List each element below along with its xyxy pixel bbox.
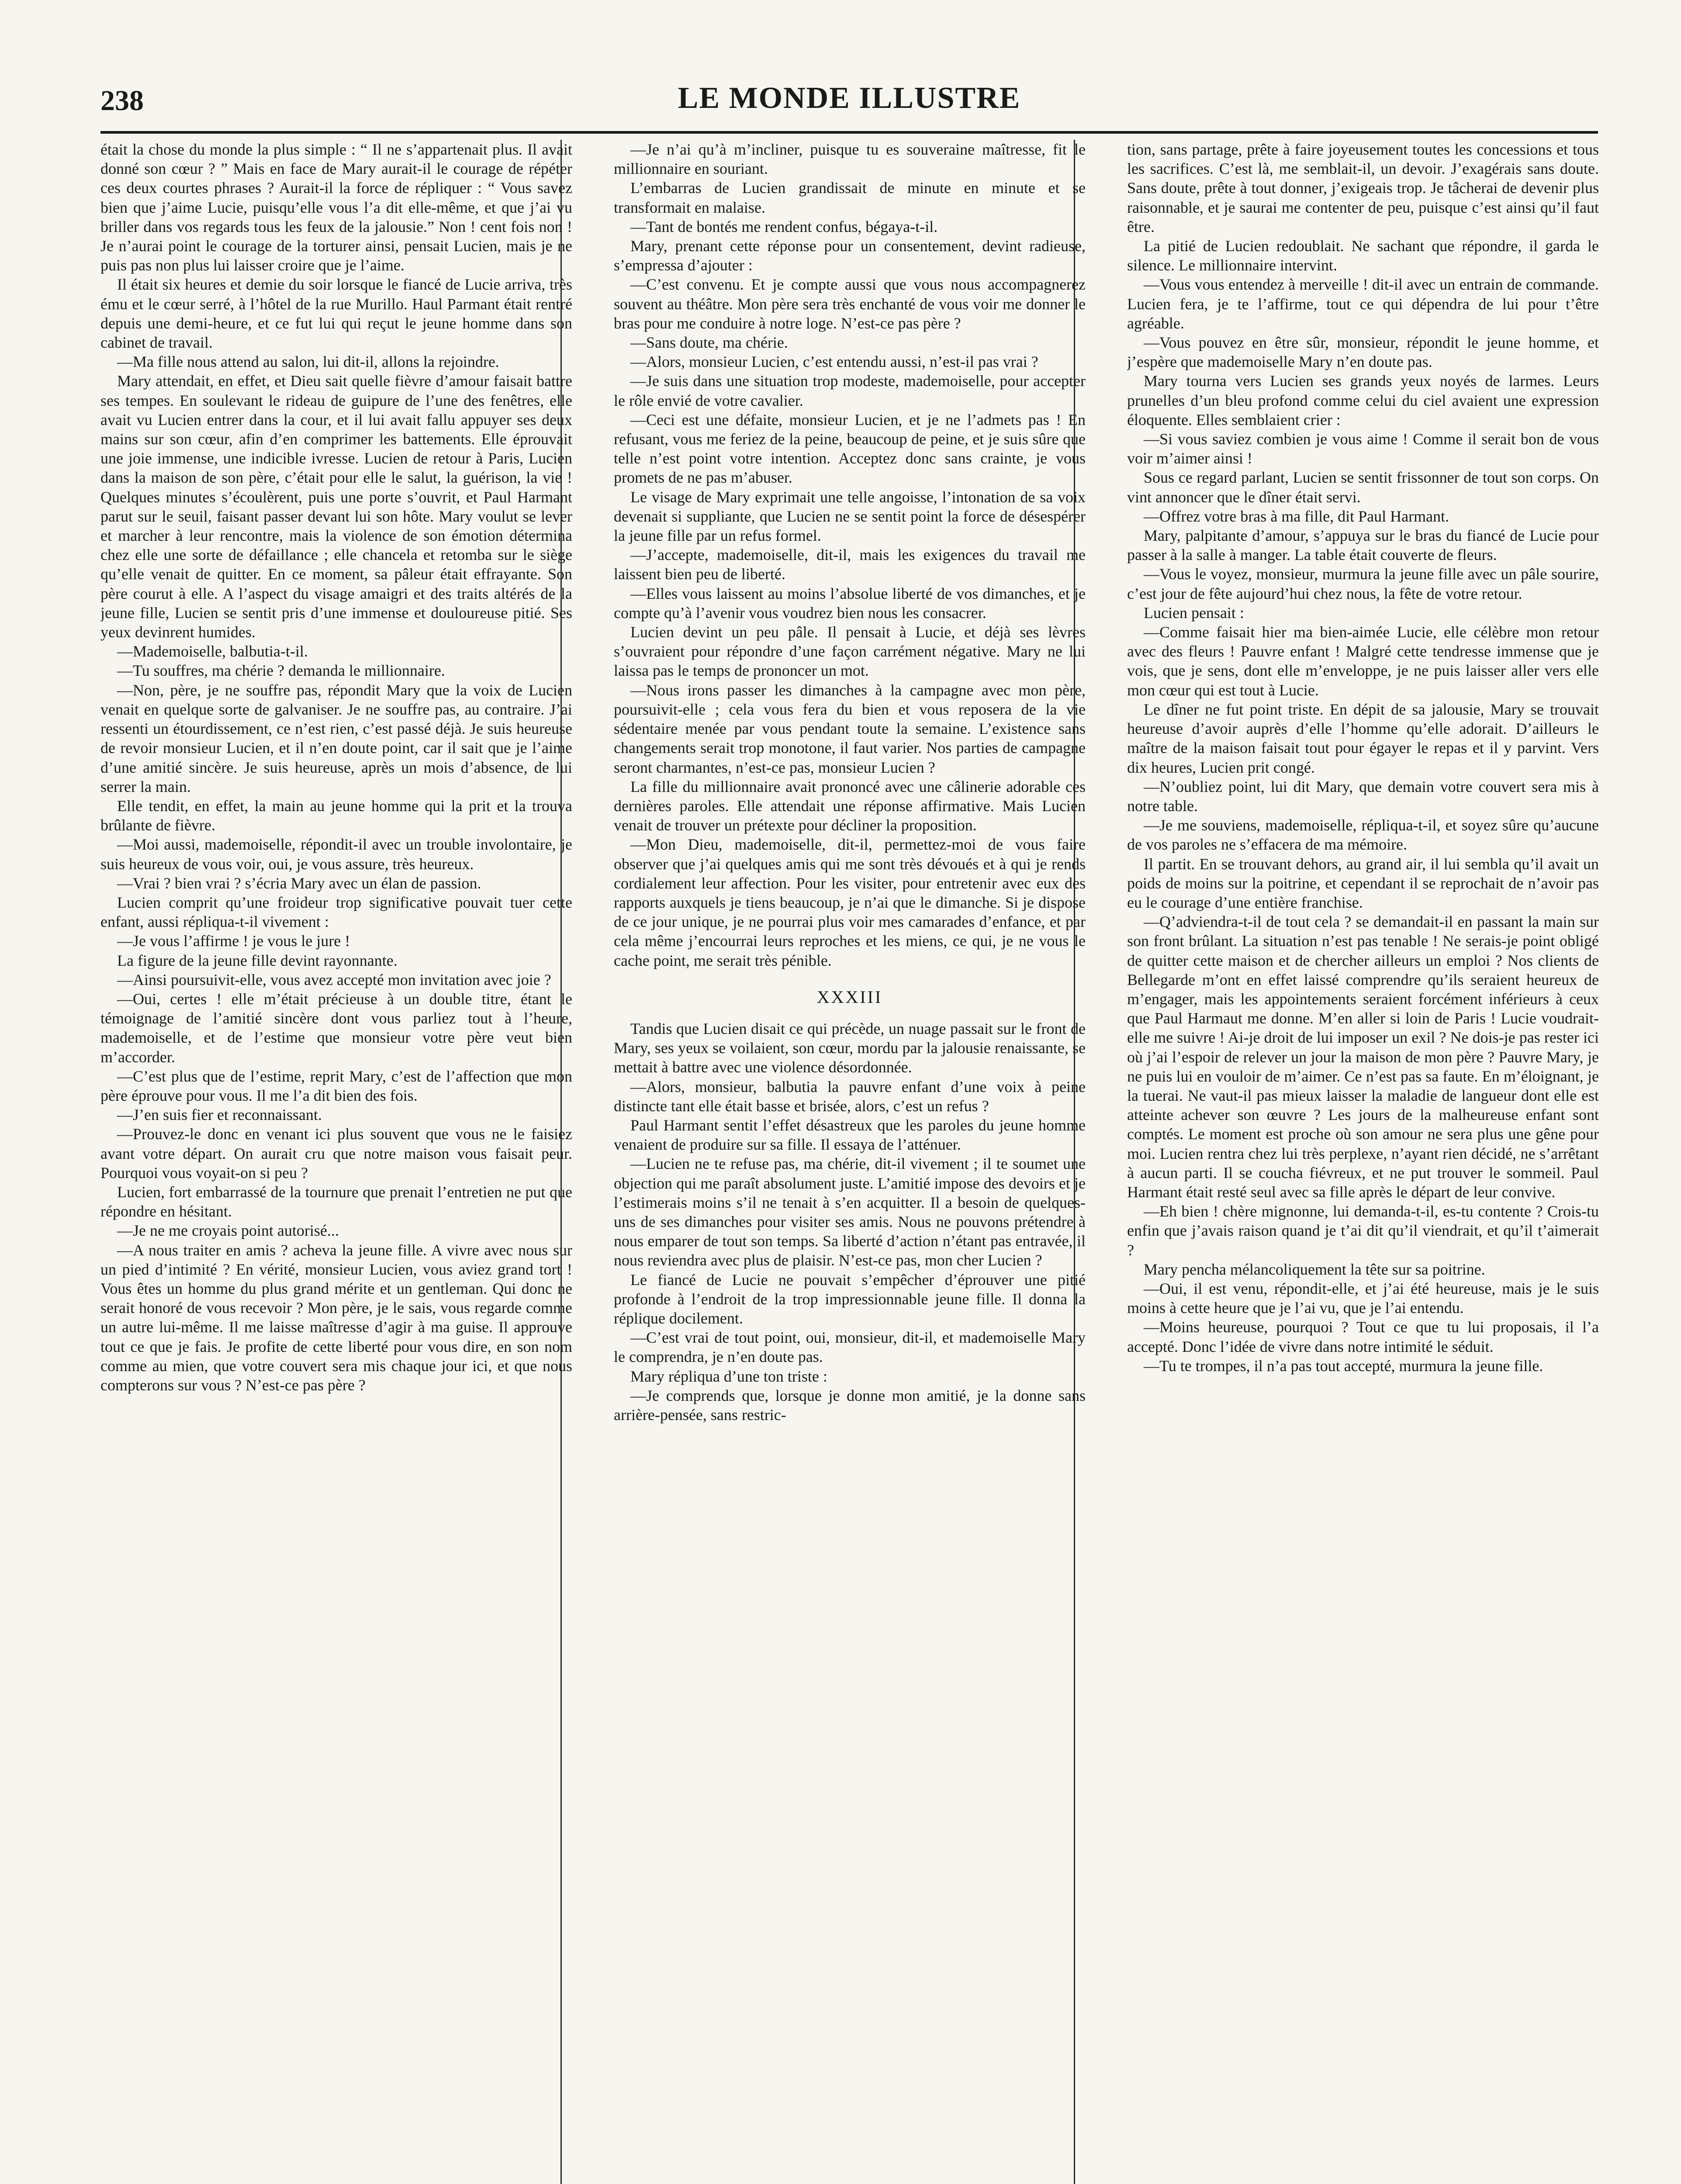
paragraph: —Oui, il est venu, répondit-elle, et j’ai été heureuse, mais je le suis moins à cette heure que je l’ai vu, que je l’ai entendu. <box>1127 1279 1599 1317</box>
paragraph: —Je me souviens, mademoiselle, répliqua-t-il, et soyez sûre qu’aucune de vos paroles ne s’effacera de ma mémoire. <box>1127 816 1599 854</box>
paragraph: —J’accepte, mademoiselle, dit-il, mais les exigences du travail me laissent bien peu de liberté. <box>614 546 1086 583</box>
paragraph: Paul Harmant sentit l’effet désastreux que les paroles du jeune homme venaient de produire sur sa fille. Il essaya de l’atténuer. <box>614 1116 1086 1154</box>
paragraph: —Je n’ai qu’à m’incliner, puisque tu es souveraine maîtresse, fit le millionnaire en souriant. <box>614 141 1086 178</box>
paragraph: —C’est convenu. Et je compte aussi que vous nous accompagnerez souvent au théâtre. Mon père sera très enchanté de vous voir me donner le bras pour me conduire à notre loge. N’est-ce pas père ? <box>614 276 1086 332</box>
paragraph: —Vrai ? bien vrai ? s’écria Mary avec un élan de passion. <box>117 874 481 892</box>
paragraph: était la chose du monde la plus simple : “ Il ne s’appartenait plus. Il avait donné son cœur ? ” Mais en face de Mary aurait-il le courage de répéter ces deux courtes phrases ? Aurait-il la force de répliquer : “ Vous savez bien que j’aime Lucie, puisqu’elle vous l’a dit elle-même, et que j’ai vu briller dans vos regards tous les feux de la jalousie.” Non ! cent fois non ! Je n’aurai point le courage de la torturer ainsi, pensait Lucien, mais je ne puis pas non plus lui laisser croire que je l’aime. <box>100 141 572 274</box>
paragraph: —Alors, monsieur, balbutia la pauvre enfant d’une voix à peine distincte tant elle était basse et brisée, alors, c’est un refus ? <box>614 1078 1086 1115</box>
paragraph: —Oui, certes ! elle m’était précieuse à un double titre, étant le témoignage de l’amitié sincère dont vous parliez tout à l’heure, mademoiselle, et de l’estime que monsieur votre père veut bien m’accorder. <box>100 990 572 1066</box>
paragraph: tion, sans partage, prête à faire joyeusement toutes les concessions et tous les sacrifices. C’est là, me semblait-il, un devoir. J’exagérais sans doute. Sans doute, prête à tout donner, j’exigeais trop. Je tâcherai de devenir plus raisonnable, et je saurai me contenter de peu, puisque c’est ainsi qu’il faut être. <box>1127 141 1599 235</box>
paragraph: —N’oubliez point, lui dit Mary, que demain votre couvert sera mis à notre table. <box>1127 778 1599 815</box>
paragraph: —Moi aussi, mademoiselle, répondit-il avec un trouble involontaire, je suis heureux de vous voir, oui, je vous assure, très heureux. <box>100 836 572 873</box>
text-columns <box>100 140 1598 2184</box>
paragraph: L’embarras de Lucien grandissait de minute en minute et se transformait en malaise. <box>614 179 1086 216</box>
paragraph: Lucien pensait : <box>1144 604 1244 622</box>
paragraph: —Mademoiselle, balbutia-t-il. <box>117 643 308 660</box>
paragraph: Le fiancé de Lucie ne pouvait s’empêcher d’éprouver une pitié profonde à l’endroit de la trop impressionnable jeune fille. Il donna la réplique docilement. <box>614 1271 1086 1327</box>
paragraph: —Je vous l’affirme ! je vous le jure ! <box>117 932 350 950</box>
paragraph: —Comme faisait hier ma bien-aimée Lucie, elle célèbre mon retour avec des fleurs ! Pauvre enfant ! Malgré cette tendresse immense que je vois, que je sens, dont elle m’enveloppe, je ne puis laisser aller vers elle mon cœur qui est tout à Lucie. <box>1127 623 1599 699</box>
paragraph: —Moins heureuse, pourquoi ? Tout ce que tu lui proposais, il l’a accepté. Donc l’idée de vivre dans notre intimité le séduit. <box>1127 1318 1599 1355</box>
paragraph: Le dîner ne fut point triste. En dépit de sa jalousie, Mary se trouvait heureuse d’avoir auprès d’elle l’homme qu’elle adorait. D’ailleurs le maître de la maison faisait tout pour égayer le repas et il y parvint. Vers dix heures, Lucien prit congé. <box>1127 700 1599 776</box>
paragraph: —Mon Dieu, mademoiselle, dit-il, permettez-moi de vous faire observer que j’ai quelques amis qui me sont très dévoués et à qui je rends cordialement leur affection. Pour les visiter, pour entretenir avec eux des rapports auxquels je tiens beaucoup, je n’ai que le dimanche. Si je dispose de ce jour unique, je ne pourrai plus voir mes camarades d’enfance, et par cela même j’encourrai leurs reproches et les miens, ce qui, je ne vous le cache point, me serait très pénible. <box>614 836 1086 969</box>
header-rule <box>100 131 1598 134</box>
paragraph: —Q’adviendra-t-il de tout cela ? se demandait-il en passant la main sur son front brûlant. La situation n’est pas tenable ! Ne serais-je point obligé de quitter cette maison et de chercher ailleurs un emploi ? Nos clients de Bellegarde m’ont en effet laissé comprendre qu’ils seraient heureux de m’engager, mais les appointements seraient forcément inférieurs à ceux que Paul Harmaut me donne. M’en aller si loin de Paris ! Lucie voudrait-elle me suivre ! Ai-je droit de lui imposer un exil ? Ne dois-je pas rester ici où j’ai l’espoir de relever un jour la maison de mon père ? Pauvre Mary, je ne puis lui en vouloir de m’aimer. Ce n’est pas sa faute. En m’éloignant, je la tuerai. Ne vaut-il pas mieux laisser la maladie de langueur dont elle est atteinte achever son œuvre ? Les jours de la malheureuse enfant sont comptés. Le moment est proche où son amour ne sera plus une gêne pour moi. Lucien rentra chez lui très perplexe, n’ayant rien décidé, ne s’arrêtant à aucun parti. Il se coucha fiévreux, et ne put trouver le sommeil. Paul Harmant était resté seul avec sa fille après le départ de leur convive. <box>1127 913 1599 1201</box>
paragraph: Mary tourna vers Lucien ses grands yeux noyés de larmes. Leurs prunelles d’un bleu profond comme celui du ciel avaient une expression éloquente. Elles semblaient crier : <box>1127 372 1599 429</box>
column-2 <box>614 140 1086 2184</box>
paragraph: —Prouvez-le donc en venant ici plus souvent que vous ne le faisiez avant votre départ. On aurait cru que notre maison vous faisait peur. Pourquoi vous voyait-on si peu ? <box>100 1125 572 1182</box>
paragraph: Il était six heures et demie du soir lorsque le fiancé de Lucie arriva, très ému et le cœur serré, à l’hôtel de la rue Murillo. Haul Parmant était rentré depuis une demi-heure, et ce fut lui qui reçut le jeune homme dans son cabinet de travail. <box>100 276 572 352</box>
paragraph: Le visage de Mary exprimait une telle angoisse, l’intonation de sa voix devenait si suppliante, que Lucien ne se sentit point la force de désespérer la jeune fille par un refus formel. <box>614 488 1086 545</box>
paragraph: —Eh bien ! chère mignonne, lui demanda-t-il, es-tu contente ? Crois-tu enfin que j’avais raison quand je t’ai dit qu’il viendrait, et qu’il t’aimerait ? <box>1127 1203 1599 1259</box>
paragraph: —Si vous saviez combien je vous aime ! Comme il serait bon de vous voir m’aimer ainsi ! <box>1127 430 1599 467</box>
paragraph: —Ainsi poursuivit-elle, vous avez accepté mon invitation avec joie ? <box>117 971 551 988</box>
paragraph: —Ceci est une défaite, monsieur Lucien, et je ne l’admets pas ! En refusant, vous me feriez de la peine, beaucoup de peine, et je suis sûre que telle n’est point votre intention. Acceptez donc sans crainte, je vous promets de ne pas m’abuser. <box>614 411 1086 487</box>
paragraph: —Offrez votre bras à ma fille, dit Paul Harmant. <box>1144 507 1449 525</box>
paragraph: Tandis que Lucien disait ce qui précède, un nuage passait sur le front de Mary, ses yeux se voilaient, son cœur, mordu par la jalousie renaissante, se mettait à battre avec une violence désordonnée. <box>614 1019 1086 1076</box>
paragraph: Lucien devint un peu pâle. Il pensait à Lucie, et déjà ses lèvres s’ouvraient pour répondre d’une façon carrément négative. Mary ne lui laissa pas le temps de prononcer un mot. <box>614 623 1086 680</box>
paragraph: Lucien, fort embarrassé de la tournure que prenait l’entretien ne put que répondre en hésitant. <box>100 1183 572 1220</box>
paragraph: —Non, père, je ne souffre pas, répondit Mary que la voix de Lucien venait en quelque sorte de galvaniser. Je ne souffre pas, au contraire. J’ai ressenti un étourdissement, ce n’est rien, c’est passé déjà. Je suis heureuse de revoir monsieur Lucien, et il n’en doute point, car il sait que je l’aime d’une amitié sincère. Je suis heureuse, après un mois d’absence, de lui serrer la main. <box>100 681 572 795</box>
paragraph: —A nous traiter en amis ? acheva la jeune fille. A vivre avec nous sur un pied d’intimité ? En vérité, monsieur Lucien, vous aviez grand tort ! Vous êtes un homme du plus grand mérite et un gentleman. Qui donc ne serait honoré de vous recevoir ? Mon père, je le sais, vous regarde comme un autre lui-même. Il me laisse maîtresse d’agir à ma guise. Il approuve tout ce que je fais. Je profite de cette liberté pour vous dire, en son nom comme au mien, que votre couvert sera mis chaque jour ici, et que nous compterons sur vous ? N’est-ce pas père ? <box>100 1241 572 1394</box>
paragraph: —C’est vrai de tout point, oui, monsieur, dit-il, et mademoiselle Mary le comprendra, je n’en doute pas. <box>614 1329 1086 1366</box>
paragraph: La figure de la jeune fille devint rayonnante. <box>117 951 398 969</box>
paragraph: Mary, prenant cette réponse pour un consentement, devint radieuse, s’empressa d’ajouter : <box>614 237 1086 274</box>
paragraph: Mary pencha mélancoliquement la tête sur sa poitrine. <box>1144 1260 1485 1278</box>
paragraph: —Alors, monsieur Lucien, c’est entendu aussi, n’est-il pas vrai ? <box>630 353 1038 371</box>
paragraph: —Je suis dans une situation trop modeste, mademoiselle, pour accepter le rôle envié de votre cavalier. <box>614 372 1086 409</box>
paragraph: —Tu souffres, ma chérie ? demanda le millionnaire. <box>117 662 445 680</box>
paragraph: Lucien comprit qu’une froideur trop significative pouvait tuer cette enfant, aussi répliqua-t-il vivement : <box>100 893 572 931</box>
paragraph: —Elles vous laissent au moins l’absolue liberté de vos dimanches, et je compte qu’à l’avenir vous voudrez bien nous les consacrer. <box>614 584 1086 622</box>
paragraph: —Je comprends que, lorsque je donne mon amitié, je la donne sans arrière-pensée, sans restric- <box>614 1386 1086 1424</box>
page-number: 238 <box>100 85 144 117</box>
paragraph: Sous ce regard parlant, Lucien se sentit frissonner de tout son corps. On vint annoncer que le dîner était servi. <box>1127 469 1599 506</box>
journal-title: LE MONDE ILLUSTRE <box>678 81 1021 115</box>
paragraph: La pitié de Lucien redoublait. Ne sachant que répondre, il garda le silence. Le millionnaire intervint. <box>1127 237 1599 274</box>
column-3 <box>1127 140 1599 2184</box>
paragraph: —Je ne me croyais point autorisé... <box>117 1222 339 1240</box>
paragraph: —Tu te trompes, il n’a pas tout accepté, murmura la jeune fille. <box>1144 1357 1543 1375</box>
paragraph: Mary attendait, en effet, et Dieu sait quelle fièvre d’amour faisait battre ses tempes. En soulevant le rideau de guipure de l’une des fenêtres, elle avait vu Lucien entrer dans la cour, et il lui avait fallu appuyer ses deux mains sur son cœur, afin d’en comprimer les battements. Elle éprouvait une joie immense, une indicible ivresse. Lucien de retour à Paris, Lucien dans la maison de son père, c’était pour elle le salut, la guérison, la vie ! Quelques minutes s’écoulèrent, puis une porte s’ouvrit, et Paul Harmant parut sur le seuil, faisant passer devant lui son hôte. Mary voulut se lever et marcher à leur rencontre, mais la violence de son émotion détermina chez elle une sorte de défaillance ; elle chancela et retomba sur le siège qu’elle venait de quitter. En ce moment, sa pâleur était effrayante. Son père courut à elle. A l’aspect du visage amaigri et des traits altérés de la jeune fille, Lucien se sentit pris d’une immense et douloureuse pitié. Ses yeux devinrent humides. <box>100 372 572 641</box>
paragraph: —Vous pouvez en être sûr, monsieur, répondit le jeune homme, et j’espère que mademoiselle Mary n’en doute pas. <box>1127 334 1599 371</box>
paragraph: —C’est plus que de l’estime, reprit Mary, c’est de l’affection que mon père éprouve pour vous. Il me l’a dit bien des fois. <box>100 1067 572 1104</box>
page-header <box>100 81 1598 129</box>
paragraph: Elle tendit, en effet, la main au jeune homme qui la prit et la trouva brûlante de fièvre. <box>100 797 572 834</box>
paragraph: —Vous vous entendez à merveille ! dit-il avec un entrain de commande. Lucien fera, je te l’affirme, tout ce qui dépendra de lui pour t’être agréable. <box>1127 276 1599 332</box>
column-1 <box>100 140 572 2184</box>
paragraph: —Ma fille nous attend au salon, lui dit-il, allons la rejoindre. <box>117 353 499 371</box>
paragraph: —Sans doute, ma chérie. <box>630 334 788 352</box>
paragraph: —J’en suis fier et reconnaissant. <box>117 1106 322 1124</box>
paragraph: —Tant de bontés me rendent confus, bégaya-t-il. <box>630 218 938 235</box>
paragraph: Il partit. En se trouvant dehors, au grand air, il lui sembla qu’il avait un poids de moins sur la poitrine, et cependant il se reprochait de n’avoir pas eu le courage d’une entière franchise. <box>1127 855 1599 911</box>
paragraph: —Vous le voyez, monsieur, murmura la jeune fille avec un pâle sourire, c’est jour de fête aujourd’hui chez nous, la fête de votre retour. <box>1127 565 1599 602</box>
paragraph: Mary, palpitante d’amour, s’appuya sur le bras du fiancé de Lucie pour passer à la salle à manger. La table était couverte de fleurs. <box>1127 527 1599 564</box>
paragraph: La fille du millionnaire avait prononcé avec une câlinerie adorable ces dernières paroles. Elle attendait une réponse affirmative. Mais Lucien venait de trouver un prétexte pour décliner la proposition. <box>614 778 1086 834</box>
paragraph: —Lucien ne te refuse pas, ma chérie, dit-il vivement ; il te soumet une objection qui me paraît absolument juste. L’amitié impose des devoirs et je l’estimerais moins s’il ne tenait à s’en acquitter. Il a besoin de quelques-uns de ses dimanches pour visiter ses amis. Nous ne pouvons prétendre à nous emparer de tout son temps. Sa liberté d’action n’étant pas entravée, il nous reviendra avec plus de plaisir. N’est-ce pas, mon cher Lucien ? <box>614 1155 1086 1269</box>
paragraph: Mary répliqua d’une ton triste : <box>630 1367 827 1385</box>
chapter-heading: XXXIII <box>816 987 883 1007</box>
paragraph: —Nous irons passer les dimanches à la campagne avec mon père, poursuivit-elle ; cela vous fera du bien et vous reposera de la vie sédentaire menée par vous pendant toute la semaine. L’existence sans changements serait trop monotone, il faut varier. Nos parties de campagne seront charmantes, n’est-ce pas, monsieur Lucien ? <box>614 681 1086 776</box>
